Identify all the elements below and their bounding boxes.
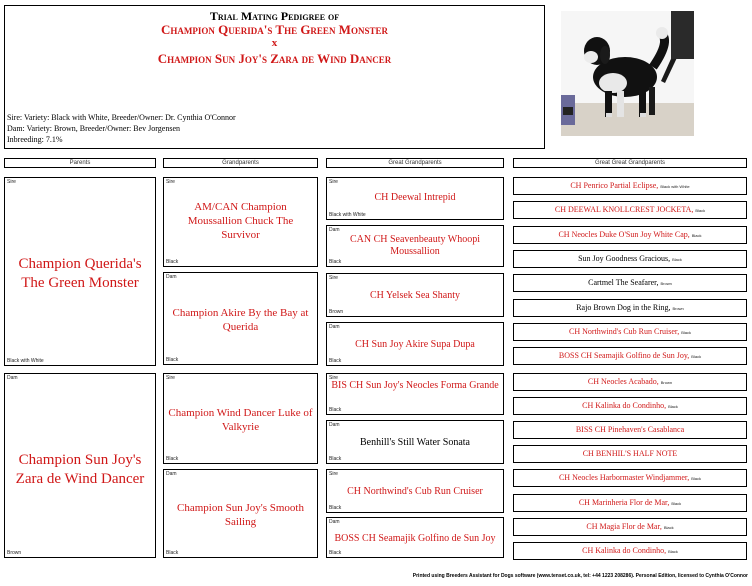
sire-heading: Champion Querida's The Green Monster: [161, 22, 388, 37]
column-header-great-great-grandparents: Great Great Grandparents: [513, 158, 747, 168]
dam-label: Dam: [166, 274, 177, 280]
dam-label: Dam: [329, 227, 340, 233]
great-grandparent-box[interactable]: [326, 420, 504, 464]
sire-label: Sire: [166, 375, 175, 381]
ggp-row[interactable]: [513, 373, 747, 391]
ggp-row[interactable]: [513, 299, 747, 317]
variety-label: Black: [329, 407, 342, 413]
inbreeding: Inbreeding: 7.1%: [7, 135, 63, 144]
ggp-variety: Black with White: [660, 184, 690, 189]
dog-illustration: [561, 11, 694, 136]
ggp-name: Rajo Brown Dog in the Ring,: [576, 303, 671, 312]
dam-label: Dam: [329, 519, 340, 525]
ggp-row[interactable]: [513, 323, 747, 341]
grandparent-box[interactable]: [163, 177, 318, 267]
column-header-grandparents: Grandparents: [163, 158, 318, 168]
great-grandparent-box[interactable]: [326, 517, 504, 558]
great-grandparent-box[interactable]: [326, 273, 504, 317]
grandparent-name: Champion Akire By the Bay at Querida: [172, 307, 309, 333]
ggp-variety: Brown: [660, 281, 672, 286]
ggp-row[interactable]: [513, 201, 747, 219]
variety-label: Black: [329, 259, 342, 265]
grandparent-box[interactable]: [163, 469, 318, 558]
great-grandparent-box[interactable]: [326, 373, 504, 415]
sire-label: Sire: [329, 275, 338, 281]
ggp-name: CH Northwind's Cub Run Cruiser,: [568, 327, 680, 336]
parent-sire[interactable]: [4, 177, 156, 366]
great-grandparent-box[interactable]: [326, 225, 504, 267]
sire-label: Sire: [329, 179, 338, 185]
great-grandparent-name: CH Deewal Intrepid: [374, 192, 456, 203]
variety-label: Black with White: [7, 358, 44, 364]
variety-label: Brown: [329, 309, 344, 315]
ggp-name: CH Kalinka do Condinho,: [582, 546, 667, 555]
ggp-name: CH Marinheria Flor de Mar,: [578, 498, 670, 507]
ggp-name: CH DEEWAL KNOLLCREST JOCKETA,: [554, 205, 694, 214]
great-grandparent-name: CAN CH Seavenbeauty Whoopi Moussallion: [349, 234, 481, 257]
dam-label: Dam: [329, 422, 340, 428]
ggp-row[interactable]: [513, 226, 747, 244]
ggp-name: Sun Joy Goodness Gracious,: [578, 254, 671, 263]
dam-label: Dam: [329, 324, 340, 330]
ggp-name: BISS CH Pinehaven's Casablanca: [575, 425, 685, 434]
ggp-variety: Black: [672, 257, 682, 262]
sire-label: Sire: [166, 179, 175, 185]
ggp-variety: Black: [691, 233, 702, 238]
great-grandparent-box[interactable]: [326, 177, 504, 220]
pedigree-title: Trial Mating Pedigree of: [209, 9, 340, 23]
header-box: [4, 5, 545, 149]
variety-label: Black: [329, 550, 342, 556]
ggp-row[interactable]: [513, 347, 747, 365]
parent-name: Champion Querida's The Green Monster: [18, 256, 142, 291]
grandparent-name: Champion Sun Joy's Smooth Sailing: [177, 502, 304, 528]
ggp-name: CH Kalinka do Condinho,: [582, 401, 667, 410]
grandparent-box[interactable]: [163, 272, 318, 365]
grandparent-name: Champion Wind Dancer Luke of Valkyrie: [168, 407, 313, 433]
variety-label: Black with White: [329, 212, 366, 218]
ggp-name: CH Magia Flor de Mar,: [586, 522, 662, 531]
ggp-row[interactable]: [513, 518, 747, 536]
great-grandparent-name: BIS CH Sun Joy's Neocles Forma Grande: [331, 380, 499, 391]
ggp-row[interactable]: [513, 177, 747, 195]
ggp-row[interactable]: [513, 542, 747, 560]
variety-label: Black: [166, 259, 179, 265]
ggp-row[interactable]: [513, 250, 747, 268]
variety-label: Black: [329, 358, 342, 364]
ggp-row[interactable]: [513, 274, 747, 292]
column-header-great-grandparents: Great Grandparents: [326, 158, 504, 168]
ggp-name: BOSS CH Seamajik Golfino de Sun Joy,: [558, 351, 690, 360]
grandparent-box[interactable]: [163, 373, 318, 464]
great-grandparent-name: Benhill's Still Water Sonata: [360, 437, 470, 448]
parent-dam[interactable]: [4, 373, 156, 558]
ggp-variety: Black: [691, 354, 702, 359]
dam-label: Dam: [166, 471, 177, 477]
ggp-row[interactable]: [513, 397, 747, 415]
ggp-name: CH Neocles Harbormaster Windjammer,: [558, 473, 690, 482]
dam-label: Dam: [7, 375, 18, 381]
great-grandparent-name: CH Yelsek Sea Shanty: [369, 290, 460, 301]
ggp-row[interactable]: [513, 445, 747, 463]
ggp-row[interactable]: [513, 469, 747, 487]
ggp-row[interactable]: [513, 421, 747, 439]
great-grandparent-box[interactable]: [326, 469, 504, 513]
ggp-variety: Black: [691, 476, 702, 481]
dog-photo: [561, 11, 694, 136]
ggp-name: CH BENHIL'S HALF NOTE: [582, 449, 678, 458]
footer-note: Printed using Breeders Assistant for Dogs software (www.tenset.co.uk, tel: +44 1223 208286). Personal Edition, licensed to Cynthia O'Connor: [412, 573, 748, 579]
cross-symbol: x: [271, 37, 278, 49]
variety-label: Black: [166, 550, 179, 556]
great-grandparent-name: BOSS CH Seamajik Golfino de Sun Joy: [334, 533, 496, 544]
parent-name: Champion Sun Joy's Zara de Wind Dancer: [15, 452, 145, 487]
sire-label: Sire: [7, 179, 16, 185]
ggp-name: CH Neocles Duke O'Sun Joy White Cap,: [558, 230, 690, 239]
sire-label: Sire: [329, 471, 338, 477]
variety-label: Black: [329, 456, 342, 462]
ggp-variety: Brown: [660, 380, 673, 385]
ggp-variety: Black: [668, 404, 678, 409]
ggp-variety: Brown: [672, 306, 684, 311]
ggp-row[interactable]: [513, 494, 747, 512]
ggp-name: CH Penrico Partial Eclipse,: [570, 181, 659, 190]
ggp-variety: Black: [695, 208, 706, 213]
ggp-variety: Black: [663, 525, 674, 530]
variety-label: Black: [166, 357, 179, 363]
variety-label: Black: [166, 456, 179, 462]
great-grandparent-name: CH Northwind's Cub Run Cruiser: [347, 486, 483, 497]
sire-info: Sire: Variety: Black with White, Breeder/Owner: Dr. Cynthia O'Connor: [7, 113, 236, 122]
great-grandparent-name: CH Sun Joy Akire Supa Dupa: [355, 339, 475, 350]
ggp-name: Cartmel The Seafarer,: [588, 278, 659, 287]
ggp-variety: Black: [671, 501, 682, 506]
column-header-parents: Parents: [4, 158, 156, 168]
dam-info: Dam: Variety: Brown, Breeder/Owner: Bev Jorgensen: [7, 124, 180, 133]
variety-label: Black: [329, 505, 342, 511]
ggp-variety: Black: [668, 549, 678, 554]
grandparent-name: AM/CAN Champion Moussallion Chuck The Survivor: [187, 201, 294, 241]
great-grandparent-box[interactable]: [326, 322, 504, 366]
sire-label: Sire: [329, 375, 338, 381]
variety-label: Brown: [7, 550, 22, 556]
dam-heading: Champion Sun Joy's Zara de Wind Dancer: [157, 51, 392, 66]
ggp-variety: Black: [681, 330, 691, 335]
ggp-name: CH Neocles Acabado,: [587, 377, 659, 386]
